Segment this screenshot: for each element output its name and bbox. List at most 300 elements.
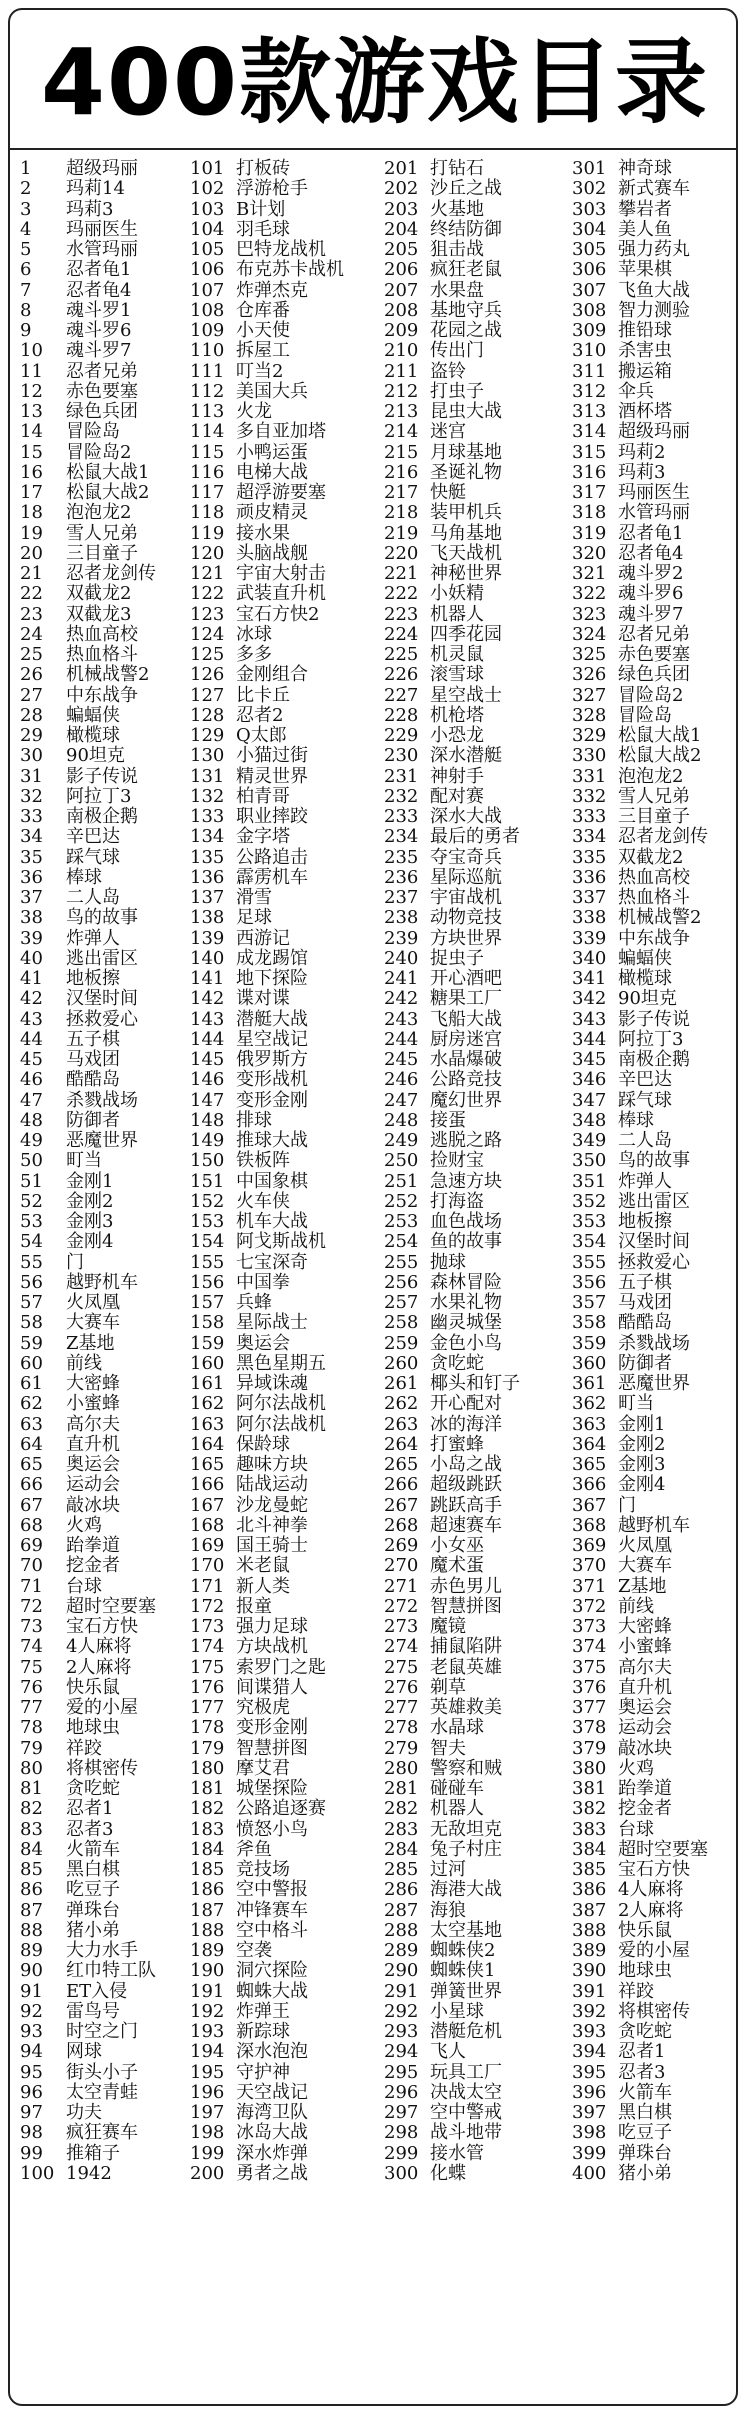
- game-name: 新踪球: [236, 2021, 290, 2042]
- game-number: 107: [190, 279, 225, 301]
- game-name: 阿拉丁3: [618, 1028, 684, 1050]
- game-entry: [20, 969, 198, 989]
- game-number: 261: [384, 1373, 419, 1394]
- game-name: 潜艇危机: [430, 2021, 502, 2042]
- game-name: 海狼: [430, 1899, 466, 1921]
- game-number: 178: [190, 1717, 225, 1739]
- game-name: 守护神: [236, 2061, 290, 2083]
- game-number: 365: [572, 1454, 607, 1475]
- game-entry: [20, 1354, 198, 1374]
- game-number: 203: [384, 198, 419, 220]
- game-name: 热血高校: [66, 623, 138, 645]
- game-entry: [190, 888, 368, 908]
- game-entry: [572, 1779, 750, 1799]
- game-entry: [384, 1597, 562, 1617]
- game-name: 雪人兄弟: [618, 785, 690, 807]
- game-entry: [384, 625, 562, 645]
- game-entry: [572, 1496, 750, 1516]
- game-entry: [572, 1091, 750, 1111]
- game-number: 47: [20, 1089, 43, 1111]
- game-entry: [384, 746, 562, 766]
- game-number: 89: [20, 1940, 43, 1961]
- game-entry: [572, 1313, 750, 1333]
- game-entry: [20, 949, 198, 969]
- game-name: 推球大战: [236, 1130, 308, 1151]
- game-entry: [190, 2042, 368, 2062]
- game-entry: [384, 1901, 562, 1921]
- game-number: 153: [190, 1211, 225, 1232]
- game-name: 星空战记: [236, 1028, 308, 1050]
- game-entry: [384, 1172, 562, 1192]
- game-entry: [384, 1091, 562, 1111]
- game-entry: [384, 1536, 562, 1556]
- game-name: 决战太空: [430, 2081, 502, 2103]
- game-name: 羽毛球: [236, 218, 290, 240]
- game-entry: [384, 1637, 562, 1657]
- game-name: 绿色兵团: [66, 401, 138, 422]
- game-entry: [20, 1658, 198, 1678]
- game-name: 多多: [236, 644, 272, 665]
- game-number: 185: [190, 1859, 225, 1880]
- game-number: 373: [572, 1616, 607, 1637]
- game-number: 43: [20, 1008, 43, 1030]
- game-number: 192: [190, 2000, 225, 2022]
- game-name: 阿尔法战机: [236, 1413, 326, 1435]
- game-name: 终结防御: [430, 218, 502, 240]
- game-name: 魂斗罗6: [618, 583, 684, 605]
- game-name: 奥运会: [66, 1454, 120, 1475]
- game-entry: [572, 362, 750, 382]
- game-name: 魂斗罗6: [66, 320, 132, 341]
- game-name: 超时空要塞: [66, 1595, 156, 1617]
- game-entry: [20, 1941, 198, 1961]
- game-entry: [384, 1374, 562, 1394]
- game-entry: [20, 584, 198, 604]
- game-entry: [20, 1253, 198, 1273]
- game-entry: [20, 544, 198, 564]
- game-name: 空中警报: [236, 1879, 308, 1901]
- game-number: 58: [20, 1312, 43, 1334]
- game-name: 台球: [618, 1818, 654, 1840]
- game-entry: [384, 1556, 562, 1576]
- game-number: 381: [572, 1778, 607, 1799]
- game-number: 32: [20, 785, 43, 807]
- game-number: 191: [190, 1980, 225, 2002]
- game-entry: [190, 1475, 368, 1495]
- game-name: 玩具工厂: [430, 2061, 502, 2083]
- game-number: 291: [384, 1980, 419, 2002]
- game-name: 捉虫子: [430, 947, 484, 969]
- game-name: 马戏团: [618, 1292, 672, 1313]
- game-entry: [20, 1820, 198, 1840]
- game-number: 59: [20, 1332, 43, 1354]
- game-name: 战斗地带: [430, 2122, 502, 2144]
- game-name: 地球虫: [618, 1960, 672, 1982]
- game-number: 308: [572, 299, 607, 321]
- game-name: 方块战机: [236, 1636, 308, 1658]
- game-number: 48: [20, 1109, 43, 1131]
- game-number: 151: [190, 1170, 225, 1192]
- game-entry: [20, 1050, 198, 1070]
- game-number: 9: [20, 320, 32, 341]
- game-number: 57: [20, 1292, 43, 1313]
- game-entry: [190, 1536, 368, 1556]
- game-entry: [572, 382, 750, 402]
- game-entry: [190, 1739, 368, 1759]
- game-number: 198: [190, 2122, 225, 2144]
- game-name: 愤怒小鸟: [236, 1818, 308, 1840]
- game-number: 30: [20, 745, 43, 767]
- game-number: 234: [384, 826, 419, 848]
- game-entry: [384, 908, 562, 928]
- game-entry: [20, 1516, 198, 1536]
- game-entry: [384, 362, 562, 382]
- game-number: 281: [384, 1778, 419, 1799]
- game-entry: [190, 1556, 368, 1576]
- game-entry: [190, 463, 368, 483]
- game-name: 忍者1: [618, 2041, 666, 2063]
- game-entry: [20, 1799, 198, 1819]
- game-name: 空袭: [236, 1940, 272, 1961]
- game-entry: [190, 382, 368, 402]
- game-name: 地球虫: [66, 1717, 120, 1739]
- game-name: 中国象棋: [236, 1170, 308, 1192]
- game-number: 127: [190, 684, 225, 706]
- game-number: 237: [384, 887, 419, 908]
- game-number: 209: [384, 320, 419, 341]
- game-entry: [20, 726, 198, 746]
- game-name: 地板擦: [66, 968, 120, 989]
- game-number: 327: [572, 684, 607, 706]
- game-entry: [190, 179, 368, 199]
- game-number: 38: [20, 907, 43, 929]
- game-number: 84: [20, 1838, 43, 1860]
- game-number: 345: [572, 1049, 607, 1070]
- game-entry: [572, 1961, 750, 1981]
- game-number: 87: [20, 1899, 43, 1921]
- game-number: 207: [384, 279, 419, 301]
- game-number: 369: [572, 1535, 607, 1556]
- game-name: 昆虫大战: [430, 401, 502, 422]
- game-name: 酒杯塔: [618, 401, 672, 422]
- game-name: 国王骑士: [236, 1535, 308, 1556]
- game-name: 攀岩者: [618, 198, 672, 220]
- game-number: 161: [190, 1373, 225, 1394]
- game-number: 370: [572, 1555, 607, 1577]
- game-entry: [20, 524, 198, 544]
- game-entry: [20, 706, 198, 726]
- game-number: 27: [20, 684, 43, 706]
- game-name: 火基地: [430, 198, 484, 220]
- game-name: 公路追击: [236, 846, 308, 868]
- game-name: 空中格斗: [236, 1919, 308, 1941]
- game-name: 绿色兵团: [618, 664, 690, 686]
- game-number: 342: [572, 988, 607, 1010]
- game-name: 金字塔: [236, 826, 290, 848]
- game-name: 泡泡龙2: [66, 502, 132, 524]
- game-column-3: [384, 159, 562, 2184]
- game-entry: [572, 706, 750, 726]
- game-number: 223: [384, 603, 419, 625]
- game-name: 中东战争: [66, 684, 138, 706]
- game-number: 122: [190, 583, 225, 605]
- game-number: 22: [20, 583, 43, 605]
- game-entry: [20, 2002, 198, 2022]
- game-number: 37: [20, 887, 43, 908]
- game-entry: [190, 1131, 368, 1151]
- game-number: 35: [20, 846, 43, 868]
- game-entry: [572, 827, 750, 847]
- game-name: 索罗门之匙: [236, 1656, 326, 1678]
- game-entry: [190, 625, 368, 645]
- game-entry: [384, 645, 562, 665]
- game-number: 332: [572, 785, 607, 807]
- game-number: 126: [190, 664, 225, 686]
- game-number: 165: [190, 1454, 225, 1475]
- game-entry: [20, 240, 198, 260]
- game-name: 鸟的故事: [66, 907, 138, 929]
- game-number: 119: [190, 522, 225, 544]
- game-entry: [190, 908, 368, 928]
- game-name: 贪吃蛇: [618, 2021, 672, 2042]
- game-name: 玛莉2: [618, 441, 666, 463]
- game-entry: [20, 2123, 198, 2143]
- game-name: 打海盗: [430, 1190, 484, 1212]
- game-name: 拯救爱心: [66, 1008, 138, 1030]
- game-name: 夺宝奇兵: [430, 846, 502, 868]
- game-entry: [572, 220, 750, 240]
- game-entry: [190, 281, 368, 301]
- game-name: 南极企鹅: [66, 806, 138, 827]
- game-name: 神秘世界: [430, 563, 502, 584]
- game-entry: [572, 2144, 750, 2164]
- game-name: 摩艾君: [236, 1757, 290, 1779]
- game-name: 水管玛丽: [66, 239, 138, 260]
- game-entry: [20, 1151, 198, 1171]
- game-name: 小妖精: [430, 583, 484, 605]
- game-name: 汉堡时间: [618, 1231, 690, 1253]
- game-entry: [20, 929, 198, 949]
- game-name: 辛巴达: [618, 1069, 672, 1091]
- game-entry: [572, 1658, 750, 1678]
- game-number: 179: [190, 1737, 225, 1759]
- game-name: 金刚1: [618, 1413, 666, 1435]
- game-name: 直升机: [66, 1433, 120, 1455]
- game-number: 51: [20, 1170, 43, 1192]
- game-entry: [384, 1516, 562, 1536]
- game-number: 255: [384, 1251, 419, 1273]
- game-entry: [190, 1192, 368, 1212]
- game-name: 月球基地: [430, 441, 502, 463]
- game-entry: [20, 1698, 198, 1718]
- game-name: 超级玛丽: [618, 421, 690, 443]
- game-entry: [384, 1982, 562, 2002]
- game-number: 355: [572, 1251, 607, 1273]
- game-entry: [572, 1718, 750, 1738]
- game-entry: [190, 868, 368, 888]
- game-name: 传出门: [430, 340, 484, 362]
- game-name: 玛莉14: [66, 178, 125, 200]
- game-entry: [190, 483, 368, 503]
- game-number: 270: [384, 1555, 419, 1577]
- game-entry: [20, 1759, 198, 1779]
- game-entry: [572, 2063, 750, 2083]
- game-entry: [572, 929, 750, 949]
- game-number: 115: [190, 441, 225, 463]
- game-name: 炸弹人: [66, 927, 120, 949]
- game-number: 121: [190, 563, 225, 584]
- game-number: 385: [572, 1859, 607, 1880]
- game-number: 320: [572, 542, 607, 564]
- game-name: 金刚2: [66, 1190, 114, 1212]
- game-number: 330: [572, 745, 607, 767]
- game-entry: [190, 220, 368, 240]
- game-entry: [20, 1718, 198, 1738]
- game-number: 226: [384, 664, 419, 686]
- game-number: 348: [572, 1109, 607, 1131]
- game-number: 243: [384, 1008, 419, 1030]
- game-name: 美国大兵: [236, 380, 308, 402]
- game-entry: [190, 1637, 368, 1657]
- game-entry: [190, 1779, 368, 1799]
- game-entry: [384, 2103, 562, 2123]
- game-entry: [384, 1232, 562, 1252]
- game-name: 星际巡航: [430, 866, 502, 888]
- game-name: 沙丘之战: [430, 178, 502, 200]
- game-number: 271: [384, 1575, 419, 1597]
- game-number: 244: [384, 1028, 419, 1050]
- game-number: 128: [190, 704, 225, 726]
- title-divider: [10, 148, 736, 150]
- game-number: 4: [20, 218, 32, 240]
- game-name: 赤色男儿: [430, 1575, 502, 1597]
- game-name: 接蛋: [430, 1109, 466, 1131]
- game-entry: [572, 1131, 750, 1151]
- game-number: 217: [384, 482, 419, 503]
- game-name: 快乐鼠: [618, 1919, 672, 1941]
- game-entry: [572, 1293, 750, 1313]
- game-entry: [384, 1253, 562, 1273]
- game-entry: [384, 1880, 562, 1900]
- game-entry: [20, 321, 198, 341]
- game-entry: [384, 1030, 562, 1050]
- game-number: 218: [384, 502, 419, 524]
- game-number: 262: [384, 1393, 419, 1415]
- game-name: 洞穴探险: [236, 1960, 308, 1982]
- game-number: 208: [384, 299, 419, 321]
- game-name: 4人麻将: [618, 1879, 684, 1901]
- game-name: 公路竞技: [430, 1069, 502, 1091]
- game-entry: [20, 1475, 198, 1495]
- game-entry: [384, 260, 562, 280]
- game-entry: [384, 443, 562, 463]
- game-entry: [20, 1982, 198, 2002]
- game-name: 斧鱼: [236, 1838, 272, 1860]
- game-name: 贪吃蛇: [430, 1352, 484, 1374]
- game-number: 81: [20, 1778, 43, 1799]
- game-number: 66: [20, 1474, 43, 1496]
- game-number: 363: [572, 1413, 607, 1435]
- game-name: 橄榄球: [618, 968, 672, 989]
- game-name: 逃出雷区: [66, 947, 138, 969]
- game-entry: [384, 1941, 562, 1961]
- game-name: 前线: [618, 1595, 654, 1617]
- game-name: 保龄球: [236, 1433, 290, 1455]
- game-name: 兵蜂: [236, 1292, 272, 1313]
- game-name: 时空之门: [66, 2021, 138, 2042]
- game-number: 279: [384, 1737, 419, 1759]
- game-entry: [20, 746, 198, 766]
- game-number: 338: [572, 907, 607, 929]
- game-entry: [384, 584, 562, 604]
- game-name: 天空战记: [236, 2081, 308, 2103]
- game-entry: [572, 1982, 750, 2002]
- game-number: 91: [20, 1980, 43, 2002]
- game-entry: [572, 2103, 750, 2123]
- game-entry: [190, 605, 368, 625]
- game-number: 93: [20, 2021, 43, 2042]
- game-name: 忍者龟1: [66, 259, 132, 281]
- game-entry: [572, 1678, 750, 1698]
- game-entry: [20, 301, 198, 321]
- game-name: 智力测验: [618, 299, 690, 321]
- game-entry: [384, 503, 562, 523]
- game-number: 85: [20, 1859, 43, 1880]
- game-name: 小鸭运蛋: [236, 441, 308, 463]
- game-name: 炸弹杰克: [236, 279, 308, 301]
- game-entry: [384, 1212, 562, 1232]
- game-name: 糖果工厂: [430, 988, 502, 1010]
- game-number: 322: [572, 583, 607, 605]
- game-entry: [190, 1860, 368, 1880]
- game-column-1: [20, 159, 198, 2184]
- game-number: 113: [190, 401, 225, 422]
- game-entry: [572, 402, 750, 422]
- game-entry: [572, 807, 750, 827]
- game-name: 炸弹人: [618, 1170, 672, 1192]
- game-name: 高尔夫: [66, 1413, 120, 1435]
- game-entry: [20, 1961, 198, 1981]
- game-number: 286: [384, 1879, 419, 1901]
- game-entry: [384, 1799, 562, 1819]
- game-name: 北斗神拳: [236, 1514, 308, 1536]
- game-name: 最后的勇者: [430, 826, 520, 848]
- game-name: 街头小子: [66, 2061, 138, 2083]
- game-name: 忍者兄弟: [618, 623, 690, 645]
- game-name: 宝石方快2: [236, 603, 320, 625]
- game-name: 阿拉丁3: [66, 785, 132, 807]
- game-number: 70: [20, 1555, 43, 1577]
- game-name: 运动会: [618, 1717, 672, 1739]
- game-entry: [20, 159, 198, 179]
- game-name: 逃出雷区: [618, 1190, 690, 1212]
- game-columns: [20, 159, 740, 2409]
- game-name: 冒险岛: [618, 704, 672, 726]
- game-name: 变形金刚: [236, 1089, 308, 1111]
- game-number: 296: [384, 2081, 419, 2103]
- game-number: 195: [190, 2061, 225, 2083]
- game-name: 谍对谍: [236, 988, 290, 1010]
- game-entry: [384, 422, 562, 442]
- game-number: 202: [384, 178, 419, 200]
- game-entry: [572, 1536, 750, 1556]
- game-name: 马戏团: [66, 1049, 120, 1070]
- catalog-title: 400款游戏目录: [40, 29, 710, 136]
- game-number: 135: [190, 846, 225, 868]
- game-entry: [572, 848, 750, 868]
- game-name: 松鼠大战2: [618, 745, 702, 767]
- game-name: 台球: [66, 1575, 102, 1597]
